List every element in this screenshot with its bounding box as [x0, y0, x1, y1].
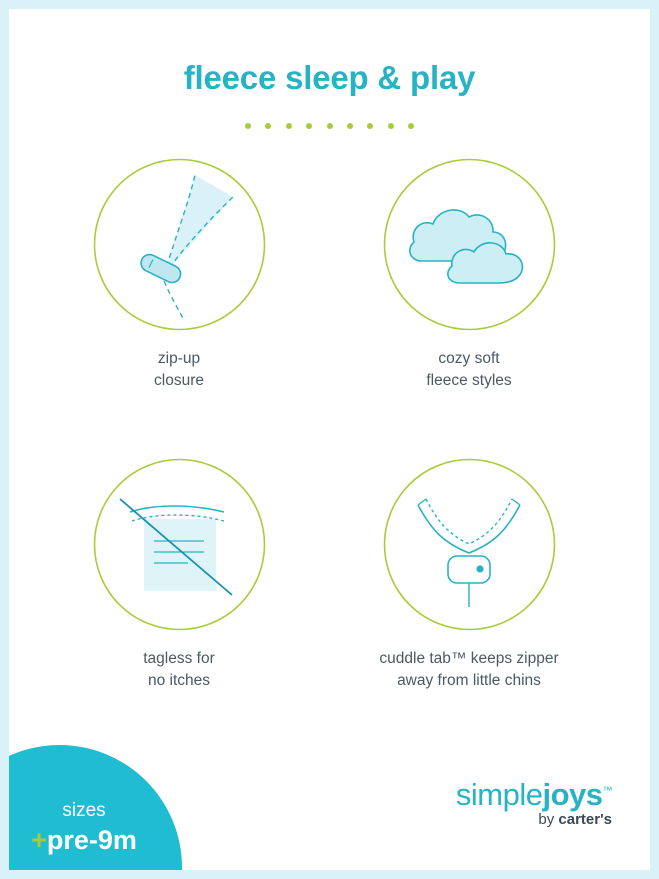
caption-line: fleece styles: [426, 372, 512, 390]
caption-line: zip-up: [157, 350, 201, 367]
brand-byline: [456, 811, 612, 828]
page-title: fleece sleep & play: [183, 59, 476, 96]
feature-item: [319, 157, 619, 393]
byline-brand: carter's: [558, 811, 612, 828]
divider-dot: [408, 123, 414, 129]
feature-caption: [29, 348, 329, 393]
size-badge-range: [9, 825, 159, 856]
brand-logo-main: [456, 777, 612, 813]
trademark-symbol: ™: [602, 785, 612, 797]
feature-caption: [319, 648, 619, 693]
caption-line: away from little chins: [397, 672, 541, 690]
divider-dot: [327, 123, 333, 129]
feature-caption: [29, 648, 329, 693]
size-badge-value: pre-9m: [46, 824, 137, 855]
feature-caption: [319, 348, 619, 393]
divider-dot: [306, 123, 312, 129]
size-badge: [9, 745, 182, 870]
divider-dot: [286, 123, 292, 129]
divider-dot: [388, 123, 394, 129]
cloud-icon: [382, 157, 557, 332]
feature-item: [29, 157, 329, 393]
feature-item: [319, 457, 619, 693]
caption-line: cuddle tab™ keeps zipper: [379, 650, 559, 667]
zipper-icon: [92, 157, 267, 332]
poster-page: [9, 9, 650, 870]
size-badge-plus: +: [31, 824, 47, 855]
divider-dot: [347, 123, 353, 129]
divider-dot: [367, 123, 373, 129]
caption-line: no itches: [147, 672, 211, 690]
feature-item: [29, 457, 329, 693]
size-badge-text: [9, 801, 159, 856]
caption-line: tagless for: [143, 650, 215, 667]
dot-divider: [9, 117, 650, 131]
tagless-label-icon: [92, 457, 267, 632]
caption-line: cozy soft: [438, 350, 500, 367]
brand-word-joys: joys: [542, 777, 603, 812]
size-badge-label: sizes: [62, 800, 106, 821]
caption-line: closure: [154, 372, 204, 390]
brand-logo: [456, 777, 612, 828]
divider-dot: [265, 123, 271, 129]
cuddle-tab-collar-icon: [382, 457, 557, 632]
byline-prefix: by: [538, 811, 559, 828]
divider-dot: [245, 123, 251, 129]
brand-word-simple: simple: [455, 777, 543, 812]
